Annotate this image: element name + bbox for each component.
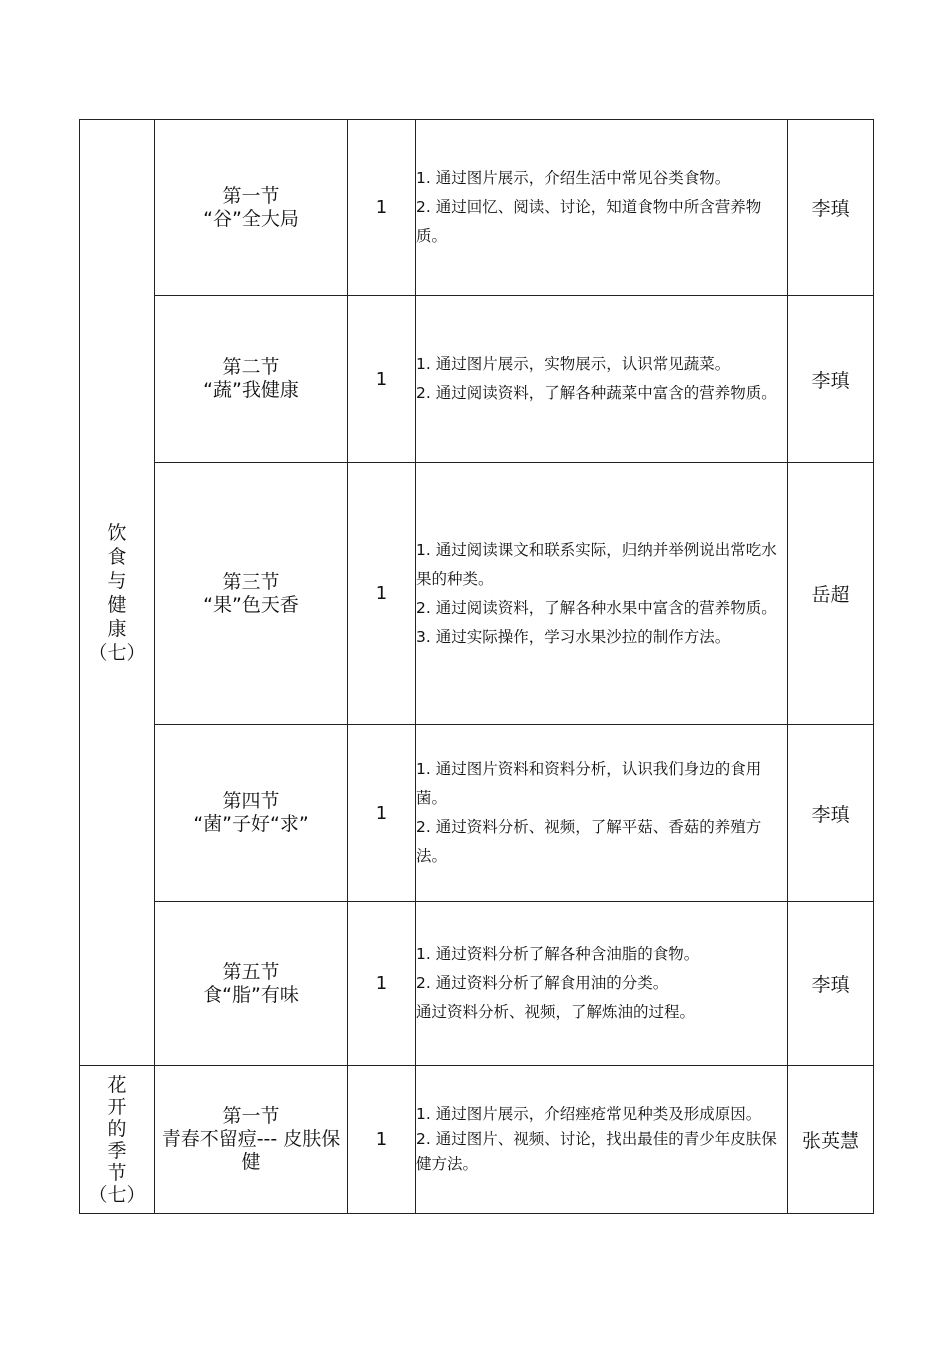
teacher-cell: 李瑱 xyxy=(788,296,874,463)
teacher-cell: 李瑱 xyxy=(788,725,874,902)
unit-char: 开 xyxy=(107,1095,127,1118)
teacher-cell: 李瑱 xyxy=(788,120,874,296)
unit-char: （七） xyxy=(88,1183,146,1206)
table-row xyxy=(80,296,874,463)
goal-item: 1. 通过图片展示，介绍生活中常见谷类食物。 xyxy=(416,169,731,187)
lesson-title: 食“脂”有味 xyxy=(203,983,299,1006)
unit-char: 饮 xyxy=(107,521,127,544)
table-row xyxy=(80,463,874,725)
table-row xyxy=(80,120,874,296)
unit-char: （七） xyxy=(88,641,146,664)
hours-cell: 1 xyxy=(348,463,416,725)
unit-char: 节 xyxy=(107,1161,127,1184)
lesson-cell xyxy=(155,296,348,463)
goal-item: 2. 通过资料分析了解食用油的分类。 xyxy=(416,974,669,992)
goal-item: 2. 通过图片、视频、讨论，找出最佳的青少年皮肤保健方法。 xyxy=(416,1130,777,1173)
table-row xyxy=(80,725,874,902)
unit-char: 的 xyxy=(107,1117,127,1140)
goal-item: 1. 通过阅读课文和联系实际，归纳并举例说出常吃水果的种类。 xyxy=(416,540,777,588)
lesson-cell xyxy=(155,902,348,1066)
lesson-section: 第二节 xyxy=(222,356,280,378)
goal-item: 1. 通过图片展示，实物展示，认识常见蔬菜。 xyxy=(416,355,731,373)
lesson-title: 青春不留痘--- 皮肤保健 xyxy=(161,1128,341,1173)
lesson-section: 第四节 xyxy=(222,790,280,812)
lesson-section: 第一节 xyxy=(222,184,280,207)
hours-cell: 1 xyxy=(348,1066,416,1214)
goals-cell xyxy=(416,463,788,725)
goal-item: 1. 通过图片展示，介绍痤疮常见种类及形成原因。 xyxy=(416,1105,762,1123)
unit-char: 健 xyxy=(107,593,127,616)
goals-cell xyxy=(416,120,788,296)
goal-item: 2. 通过回忆、阅读、讨论，知道食物中所含营养物质。 xyxy=(416,198,762,245)
table-row xyxy=(80,902,874,1066)
lesson-title: “谷”全大局 xyxy=(203,207,299,230)
lesson-title: “蔬”我健康 xyxy=(203,379,299,401)
lesson-title: “菌”子好“求” xyxy=(193,813,309,835)
course-plan-table xyxy=(79,119,874,1214)
unit-char: 花 xyxy=(107,1073,127,1096)
lesson-cell xyxy=(155,120,348,296)
lesson-cell xyxy=(155,725,348,902)
lesson-section: 第五节 xyxy=(222,960,280,983)
unit-char: 康 xyxy=(107,617,127,640)
goals-cell xyxy=(416,296,788,463)
lesson-title: “果”色天香 xyxy=(203,593,299,616)
goal-item: 1. 通过资料分析了解各种含油脂的食物。 xyxy=(416,945,700,963)
unit-cell xyxy=(80,1066,155,1214)
goal-item: 通过资料分析、视频，了解炼油的过程。 xyxy=(416,1003,696,1021)
lesson-cell xyxy=(155,1066,348,1214)
goal-item: 2. 通过阅读资料，了解各种水果中富含的营养物质。 xyxy=(416,598,777,617)
unit-cell xyxy=(80,120,155,1066)
teacher-cell: 张英慧 xyxy=(788,1066,874,1214)
lesson-cell xyxy=(155,463,348,725)
hours-cell: 1 xyxy=(348,296,416,463)
hours-cell: 1 xyxy=(348,120,416,296)
lesson-section: 第一节 xyxy=(222,1105,280,1127)
unit-char: 季 xyxy=(107,1139,127,1162)
goals-cell xyxy=(416,902,788,1066)
hours-cell: 1 xyxy=(348,902,416,1066)
goals-cell xyxy=(416,1066,788,1214)
teacher-cell: 李瑱 xyxy=(788,902,874,1066)
teacher-cell: 岳超 xyxy=(788,463,874,725)
hours-cell: 1 xyxy=(348,725,416,902)
lesson-section: 第三节 xyxy=(222,570,280,593)
goal-item: 3. 通过实际操作，学习水果沙拉的制作方法。 xyxy=(416,627,731,646)
unit-char: 与 xyxy=(107,569,127,592)
goal-item: 1. 通过图片资料和资料分析，认识我们身边的食用菌。 xyxy=(416,760,762,807)
goal-item: 2. 通过资料分析、视频，了解平菇、香菇的养殖方法。 xyxy=(416,818,762,865)
unit-char: 食 xyxy=(107,545,127,568)
goals-cell xyxy=(416,725,788,902)
goal-item: 2. 通过阅读资料，了解各种蔬菜中富含的营养物质。 xyxy=(416,384,777,402)
table-row xyxy=(80,1066,874,1214)
